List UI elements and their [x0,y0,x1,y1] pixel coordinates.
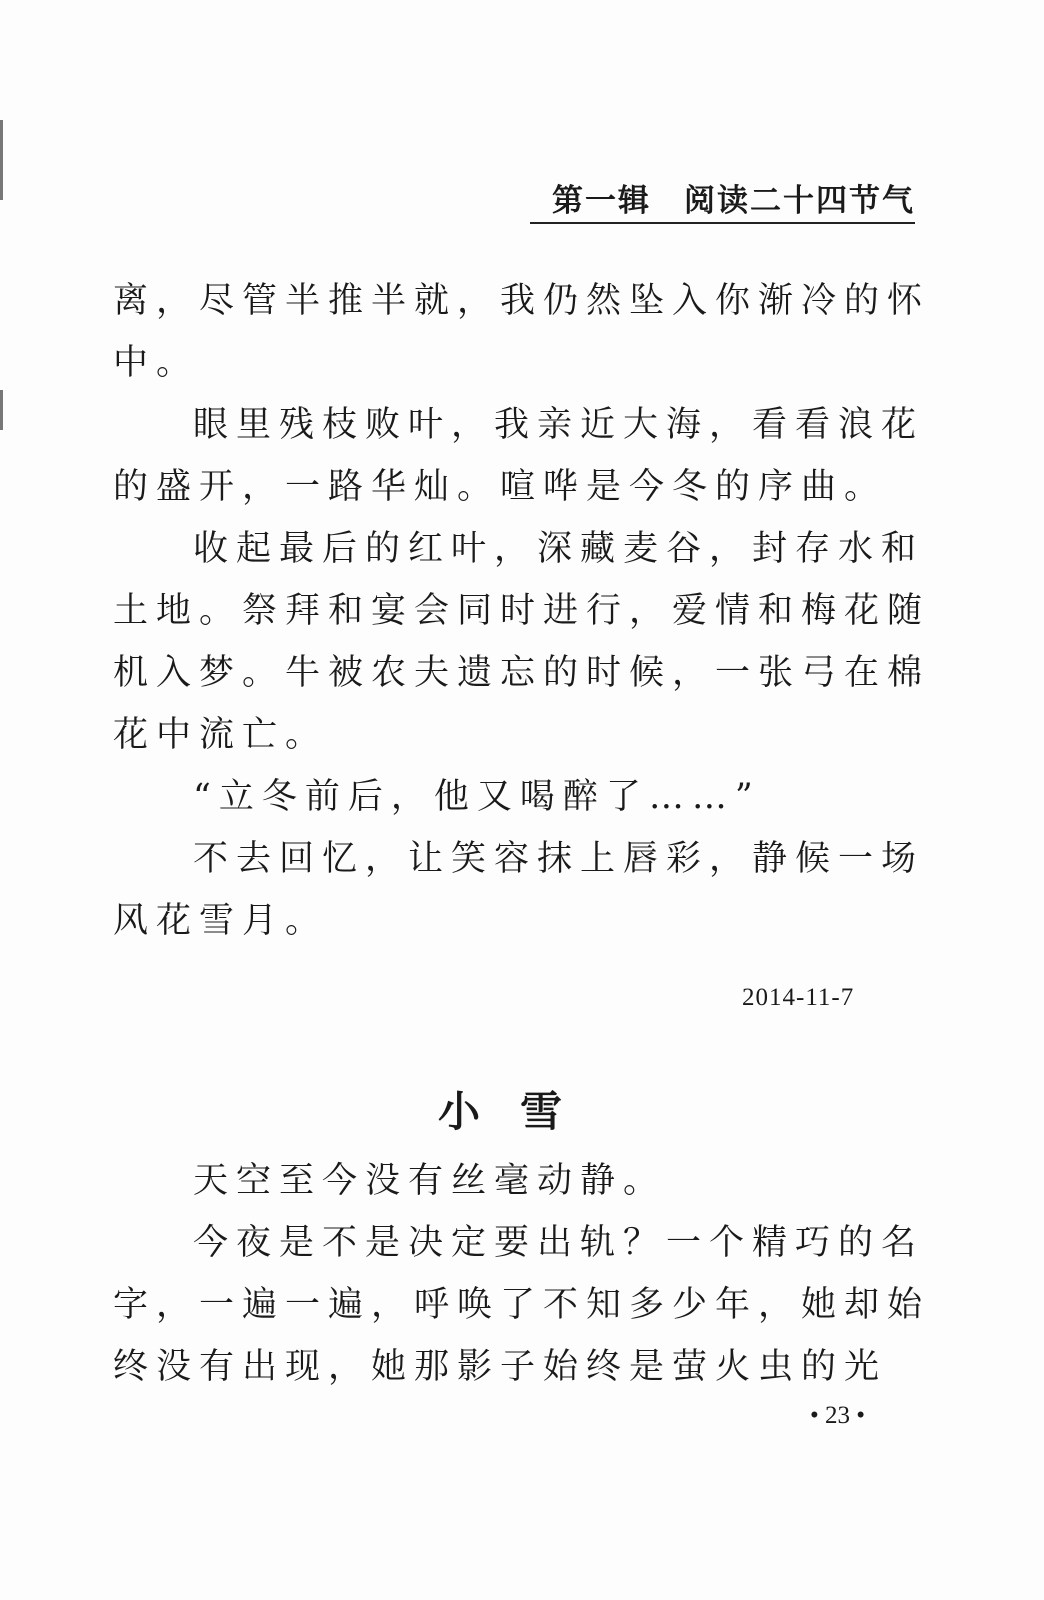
text-line: 字，一遍一遍，呼唤了不知多少年，她却始 [113,1285,931,1325]
previous-piece-body [113,270,931,952]
text-line: 土地。祭拜和宴会同时进行，爱情和梅花随 [113,591,931,631]
text-line: 中。 [113,343,200,383]
text-line: “立冬前后，他又喝醉了……” [193,777,761,817]
piece-date: 2014-11-7 [742,984,855,1011]
header-rule [530,222,915,224]
text-line: 不去回忆，让笑容抹上唇彩，静候一场 [193,839,925,879]
next-piece-body [113,1150,931,1398]
text-line: 收起最后的红叶，深藏麦谷，封存水和 [193,529,925,569]
text-line: 风花雪月。 [113,901,329,941]
page-number: • 23 • [810,1402,866,1429]
scan-edge-mark [0,120,3,200]
running-title: 第一辑 阅读二十四节气 [552,183,915,219]
text-line: 机入梦。牛被农夫遗忘的时候，一张弓在棉 [113,653,931,693]
text-line: 今夜是不是决定要出轨？一个精巧的名 [193,1223,925,1263]
scan-edge-mark [0,390,3,430]
text-line: 离，尽管半推半就，我仍然坠入你渐冷的怀 [113,281,931,321]
text-line: 天空至今没有丝毫动静。 [193,1161,667,1201]
section-title: 小雪 [437,1087,602,1136]
text-line: 花中流亡。 [113,715,329,755]
text-line: 眼里残枝败叶，我亲近大海，看看浪花 [193,405,925,445]
text-line: 的盛开，一路华灿。喧哗是今冬的序曲。 [113,467,888,507]
text-line: 终没有出现，她那影子始终是萤火虫的光 [113,1347,888,1387]
running-header [530,180,915,222]
